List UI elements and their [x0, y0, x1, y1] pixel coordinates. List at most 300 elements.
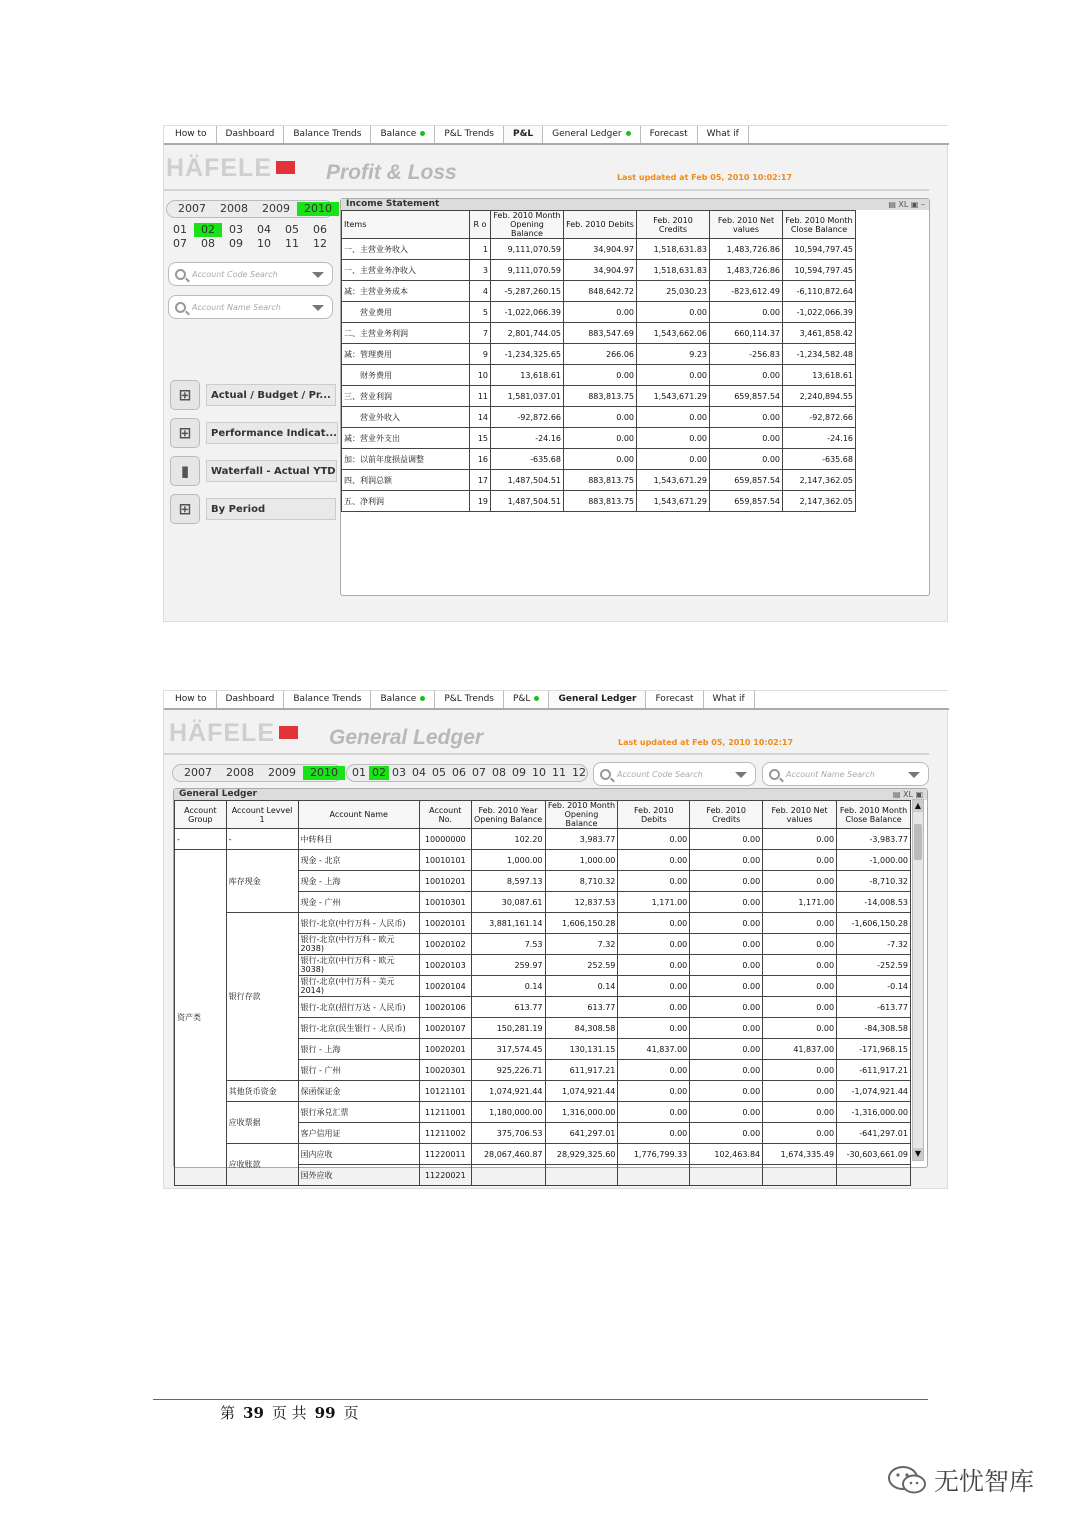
table-cell: -24.16 — [491, 428, 564, 449]
table-cell: 1,171.00 — [763, 892, 837, 913]
account-name-cell: 保函保证金 — [298, 1081, 419, 1102]
month-05[interactable]: 05 — [432, 766, 446, 779]
table-row — [342, 470, 856, 491]
tab-general-ledger[interactable]: General Ledger — [543, 126, 640, 143]
column-header[interactable]: Feb. 2010 Net values — [710, 211, 783, 239]
year-2009[interactable]: 2009 — [268, 766, 296, 779]
hafele-logo: HÄFELE — [166, 154, 295, 183]
table-cell: -635.68 — [491, 449, 564, 470]
account-level1-cell: 应收票据 — [226, 1102, 298, 1144]
table-cell: 3,461,858.42 — [783, 323, 856, 344]
table-cell: 613.77 — [545, 997, 618, 1018]
table-cell: 659,857.54 — [710, 470, 783, 491]
table-cell: 3,983.77 — [545, 829, 618, 850]
tab-general-ledger[interactable]: General Ledger — [549, 691, 646, 708]
table-cell: 0.00 — [690, 871, 763, 892]
table-cell: 1,316,000.00 — [545, 1102, 618, 1123]
table-cell: 2,801,744.05 — [491, 323, 564, 344]
column-header[interactable]: Feb. 2010 Year Opening Balance — [471, 801, 545, 829]
account-name-cell: 银行 - 广州 — [298, 1060, 419, 1081]
table-row — [175, 913, 911, 934]
account-code-search[interactable]: Account Code Search — [168, 262, 333, 286]
table-cell: 0.14 — [545, 976, 618, 997]
table-cell: 10020102 — [419, 934, 471, 955]
table-cell: 1,518,631.83 — [637, 239, 710, 260]
table-cell: 0.00 — [690, 829, 763, 850]
account-name-cell: 银行-北京(中行万科 - 欧元3038) — [298, 955, 419, 976]
table-cell: 5 — [470, 302, 491, 323]
tab-dashboard[interactable]: Dashboard — [217, 691, 285, 708]
table-cell: 一、主营业务收入 — [342, 239, 470, 260]
year-2008[interactable]: 2008 — [226, 766, 254, 779]
nav-button-label: Waterfall - Actual YTD — [206, 460, 337, 482]
table-cell: -92,872.66 — [783, 407, 856, 428]
table-cell: 加：以前年度损益调整 — [342, 449, 470, 470]
table-cell: 3 — [470, 260, 491, 281]
table-row — [342, 323, 856, 344]
table-cell: 8,597.13 — [471, 871, 545, 892]
month-04[interactable]: 04 — [412, 766, 426, 779]
tab-p-l[interactable]: P&L — [504, 126, 543, 143]
account-name-cell: 银行-北京(中行万科 - 欧元2038) — [298, 934, 419, 955]
month-08[interactable]: 08 — [492, 766, 506, 779]
table-cell: 102,463.84 — [690, 1144, 763, 1165]
table-cell: -641,297.01 — [837, 1123, 911, 1144]
account-name-search[interactable]: Account Name Search — [762, 762, 929, 786]
table-cell: 11211002 — [419, 1123, 471, 1144]
scroll-thumb[interactable] — [914, 824, 922, 860]
table-cell: 0.00 — [618, 1018, 690, 1039]
page-title: General Ledger — [329, 726, 484, 749]
table-cell: 营业外收入 — [342, 407, 470, 428]
table-cell: 0.00 — [690, 976, 763, 997]
table-cell: 130,131.15 — [545, 1039, 618, 1060]
table-cell: 34,904.97 — [564, 260, 637, 281]
status-dot-icon — [534, 696, 539, 701]
table-cell: 0.00 — [618, 976, 690, 997]
table-cell — [837, 1165, 911, 1186]
account-name-cell: 中转科目 — [298, 829, 419, 850]
table-cell: 14 — [470, 407, 491, 428]
table-cell: 0.00 — [710, 302, 783, 323]
table-cell: -1,234,325.65 — [491, 344, 564, 365]
china-flag-icon — [279, 726, 298, 739]
table-cell: 0.00 — [564, 428, 637, 449]
column-header[interactable]: Items — [342, 211, 470, 239]
table-cell: 1,581,037.01 — [491, 386, 564, 407]
table-cell: 11220011 — [419, 1144, 471, 1165]
table-cell: 0.00 — [618, 1102, 690, 1123]
table-row — [342, 344, 856, 365]
table-cell: 三、营业利润 — [342, 386, 470, 407]
table-cell: 0.00 — [763, 850, 837, 871]
column-header[interactable]: Account Group — [175, 801, 227, 829]
table-cell: 0.00 — [637, 449, 710, 470]
table-add-icon: ⊞ — [170, 380, 200, 410]
table-cell: 259.97 — [471, 955, 545, 976]
tab-balance[interactable]: Balance — [371, 691, 435, 708]
income-statement-panel — [340, 198, 930, 596]
table-cell: 一、主营业务净收入 — [342, 260, 470, 281]
column-header[interactable]: Feb. 2010 Month Close Balance — [837, 801, 911, 829]
table-cell: 0.00 — [618, 1060, 690, 1081]
table-cell: 252.59 — [545, 955, 618, 976]
month-05[interactable]: 05 — [285, 223, 299, 236]
table-cell: 0.00 — [564, 407, 637, 428]
table-row — [342, 386, 856, 407]
table-cell: 9.23 — [637, 344, 710, 365]
month-12[interactable]: 12 — [572, 766, 586, 779]
table-cell: 1,171.00 — [618, 892, 690, 913]
table-cell: 财务费用 — [342, 365, 470, 386]
column-header[interactable]: Feb. 2010 Debits — [618, 801, 690, 829]
table-cell: 0.00 — [564, 449, 637, 470]
table-cell: 1,483,726.86 — [710, 239, 783, 260]
tab-dashboard[interactable]: Dashboard — [217, 126, 285, 143]
chevron-down-icon[interactable] — [735, 772, 747, 778]
table-cell — [690, 1165, 763, 1186]
wechat-icon — [886, 1464, 930, 1496]
table-cell: 7.53 — [471, 934, 545, 955]
table-cell: 1,180,000.00 — [471, 1102, 545, 1123]
year-2009[interactable]: 2009 — [262, 202, 290, 215]
table-cell: 2,240,894.55 — [783, 386, 856, 407]
column-header[interactable]: Account No. — [419, 801, 471, 829]
month-06[interactable]: 06 — [313, 223, 327, 236]
panel-controls-icon[interactable]: ▤ XL ▣ — [892, 790, 923, 799]
account-level1-cell: 其他货币资金 — [226, 1081, 298, 1102]
table-cell: 0.00 — [618, 871, 690, 892]
column-header[interactable]: R o — [470, 211, 491, 239]
column-header[interactable]: Feb. 2010 Credits — [637, 211, 710, 239]
table-cell: 883,813.75 — [564, 491, 637, 512]
month-11[interactable]: 11 — [285, 237, 299, 250]
table-cell: -14,008.53 — [837, 892, 911, 913]
table-cell: 营业费用 — [342, 302, 470, 323]
table-cell: 1,000.00 — [471, 850, 545, 871]
table-cell: -7.32 — [837, 934, 911, 955]
column-header[interactable]: Account Levvel 1 — [226, 801, 298, 829]
table-row — [342, 407, 856, 428]
gl-screenshot — [163, 690, 948, 1189]
last-updated: Last updated at Feb 05, 2010 10:02:17 — [617, 173, 793, 182]
chevron-down-icon[interactable] — [908, 772, 920, 778]
table-cell: 0.00 — [690, 955, 763, 976]
tab-how-to[interactable]: How to — [166, 691, 217, 708]
table-cell: -84,308.58 — [837, 1018, 911, 1039]
account-name-search[interactable]: Account Name Search — [168, 295, 333, 319]
table-cell: 0.00 — [763, 934, 837, 955]
table-cell: 10121101 — [419, 1081, 471, 1102]
table-cell: 659,857.54 — [710, 386, 783, 407]
table-cell: 0.00 — [763, 976, 837, 997]
account-code-search[interactable]: Account Code Search — [593, 762, 756, 786]
tab-p-l-trends[interactable]: P&L Trends — [435, 691, 504, 708]
table-cell: 0.00 — [690, 1102, 763, 1123]
table-cell: 减：营业外支出 — [342, 428, 470, 449]
table-cell: -635.68 — [783, 449, 856, 470]
month-04[interactable]: 04 — [257, 223, 271, 236]
table-cell: -24.16 — [783, 428, 856, 449]
table-cell: -1,234,582.48 — [783, 344, 856, 365]
month-10[interactable]: 10 — [532, 766, 546, 779]
table-cell: 883,547.69 — [564, 323, 637, 344]
chevron-down-icon[interactable] — [312, 305, 324, 311]
nav-button-label: Performance Indicat... — [206, 422, 338, 444]
table-cell: 1,543,671.29 — [637, 491, 710, 512]
table-cell: 2,147,362.05 — [783, 470, 856, 491]
table-row — [175, 1144, 911, 1165]
table-cell: -0.14 — [837, 976, 911, 997]
table-row — [175, 1102, 911, 1123]
table-cell: 0.00 — [690, 850, 763, 871]
table-cell: -1,606,150.28 — [837, 913, 911, 934]
month-09[interactable]: 09 — [229, 237, 243, 250]
column-header[interactable]: Feb. 2010 Month Opening Balance — [545, 801, 618, 829]
year-selector[interactable] — [172, 764, 342, 782]
account-level1-cell: - — [226, 829, 298, 850]
status-dot-icon — [626, 131, 631, 136]
table-cell: 1,543,662.06 — [637, 323, 710, 344]
table-cell: 1,000.00 — [545, 850, 618, 871]
table-cell: 13,618.61 — [491, 365, 564, 386]
table-cell: 10020201 — [419, 1039, 471, 1060]
account-name-cell: 国外应收 — [298, 1165, 419, 1186]
table-add-icon: ⊞ — [170, 418, 200, 448]
table-cell: 150,281.19 — [471, 1018, 545, 1039]
year-selector[interactable] — [166, 200, 334, 218]
table-cell: 12,837.53 — [545, 892, 618, 913]
table-cell: 0.00 — [564, 302, 637, 323]
month-03[interactable]: 03 — [392, 766, 406, 779]
table-row — [175, 829, 911, 850]
panel-title: General Ledger ▤ XL ▣ — [174, 789, 927, 800]
table-cell: 0.00 — [690, 1018, 763, 1039]
table-cell: 7.32 — [545, 934, 618, 955]
account-name-cell: 银行-北京(招行万达 - 人民币) — [298, 997, 419, 1018]
table-cell: 102.20 — [471, 829, 545, 850]
tab-balance-trends[interactable]: Balance Trends — [284, 126, 371, 143]
account-name-cell: 客户信用证 — [298, 1123, 419, 1144]
month-11[interactable]: 11 — [552, 766, 566, 779]
table-cell: 84,308.58 — [545, 1018, 618, 1039]
table-cell: 0.00 — [690, 1039, 763, 1060]
table-cell: 10010201 — [419, 871, 471, 892]
table-cell: 五、净利润 — [342, 491, 470, 512]
month-06[interactable]: 06 — [452, 766, 466, 779]
table-cell: 0.00 — [763, 1102, 837, 1123]
nav-button-4[interactable] — [170, 495, 336, 523]
table-cell — [545, 1165, 618, 1186]
tab-p-l[interactable]: P&L — [504, 691, 549, 708]
table-cell: 0.00 — [618, 829, 690, 850]
account-group-cell: - — [175, 829, 227, 850]
month-10[interactable]: 10 — [257, 237, 271, 250]
column-header[interactable]: Feb. 2010 Debits — [564, 211, 637, 239]
table-cell: 0.00 — [637, 302, 710, 323]
table-cell — [471, 1165, 545, 1186]
nav-button-3[interactable] — [170, 457, 336, 485]
table-cell: -1,022,066.39 — [491, 302, 564, 323]
table-cell: 28,067,460.87 — [471, 1144, 545, 1165]
year-2007[interactable]: 2007 — [178, 202, 206, 215]
table-cell — [618, 1165, 690, 1186]
page-title: Profit & Loss — [326, 161, 457, 184]
month-09[interactable]: 09 — [512, 766, 526, 779]
scroll-down-icon[interactable]: ▼ — [914, 1149, 922, 1158]
month-selector[interactable] — [346, 764, 588, 782]
year-2010[interactable]: 2010 — [303, 766, 345, 780]
column-header[interactable]: Feb. 2010 Month Close Balance — [783, 211, 856, 239]
watermark: 无忧智库 — [886, 1462, 1034, 1498]
search-icon — [175, 302, 186, 313]
divider — [164, 753, 929, 755]
tab-what-if[interactable]: What if — [704, 691, 755, 708]
account-name-cell: 现金 - 上海 — [298, 871, 419, 892]
column-header[interactable]: Feb. 2010 Net values — [763, 801, 837, 829]
table-cell: 10,594,797.45 — [783, 239, 856, 260]
table-cell: 0.00 — [763, 1081, 837, 1102]
table-row — [342, 281, 856, 302]
table-cell: -256.83 — [710, 344, 783, 365]
table-cell: 0.00 — [690, 913, 763, 934]
tab-what-if[interactable]: What if — [698, 126, 749, 143]
table-cell: 0.00 — [763, 1018, 837, 1039]
table-cell: 10020107 — [419, 1018, 471, 1039]
table-cell — [763, 1165, 837, 1186]
account-name-cell: 银行承兑汇票 — [298, 1102, 419, 1123]
vertical-scrollbar[interactable] — [912, 799, 924, 1161]
table-cell: 0.00 — [618, 934, 690, 955]
table-cell: 0.00 — [690, 1123, 763, 1144]
table-row — [175, 850, 911, 871]
table-cell: 0.00 — [564, 365, 637, 386]
month-02[interactable]: 02 — [194, 223, 222, 237]
table-cell: 0.00 — [618, 997, 690, 1018]
month-selector[interactable] — [166, 223, 334, 251]
table-cell: 659,857.54 — [710, 491, 783, 512]
table-cell: 0.00 — [690, 892, 763, 913]
tab-forecast[interactable]: Forecast — [646, 691, 703, 708]
table-cell: 1 — [470, 239, 491, 260]
month-03[interactable]: 03 — [229, 223, 243, 236]
scroll-up-icon[interactable]: ▲ — [914, 801, 922, 810]
hafele-logo: HÄFELE — [169, 719, 298, 748]
table-cell: 925,226.71 — [471, 1060, 545, 1081]
table-cell: -5,287,260.15 — [491, 281, 564, 302]
table-cell: -611,917.21 — [837, 1060, 911, 1081]
table-cell: 1,074,921.44 — [471, 1081, 545, 1102]
table-cell: 1,776,799.33 — [618, 1144, 690, 1165]
month-12[interactable]: 12 — [313, 237, 327, 250]
table-cell: 1,074,921.44 — [545, 1081, 618, 1102]
table-cell: 25,030.23 — [637, 281, 710, 302]
tab-balance-trends[interactable]: Balance Trends — [284, 691, 371, 708]
table-cell: 减：管理费用 — [342, 344, 470, 365]
tab-balance[interactable]: Balance — [371, 126, 435, 143]
table-cell: -30,603,661.09 — [837, 1144, 911, 1165]
account-group-cell: 资产类 — [175, 850, 227, 1186]
table-cell: -92,872.66 — [491, 407, 564, 428]
table-cell: 0.14 — [471, 976, 545, 997]
panel-title: Income Statement ▤ XL ▣ – — [341, 199, 929, 210]
table-row — [342, 302, 856, 323]
month-01[interactable]: 01 — [173, 223, 187, 236]
nav-button-2[interactable] — [170, 419, 336, 447]
tab-bar — [164, 691, 949, 710]
table-cell: 0.00 — [618, 1081, 690, 1102]
tab-forecast[interactable]: Forecast — [641, 126, 698, 143]
table-cell: 266.06 — [564, 344, 637, 365]
month-08[interactable]: 08 — [201, 237, 215, 250]
year-2007[interactable]: 2007 — [184, 766, 212, 779]
nav-button-1[interactable] — [170, 381, 336, 409]
status-dot-icon — [420, 131, 425, 136]
month-07[interactable]: 07 — [173, 237, 187, 250]
table-cell: 9,111,070.59 — [491, 260, 564, 281]
column-header[interactable]: Account Name — [298, 801, 419, 829]
table-cell: 3,881,161.14 — [471, 913, 545, 934]
table-cell: 10020104 — [419, 976, 471, 997]
column-header[interactable]: Feb. 2010 Credits — [690, 801, 763, 829]
table-cell: 11 — [470, 386, 491, 407]
table-cell: 10020101 — [419, 913, 471, 934]
nav-button-label: By Period — [206, 498, 336, 520]
table-cell: 10000000 — [419, 829, 471, 850]
table-cell: 0.00 — [763, 1123, 837, 1144]
month-02[interactable]: 02 — [369, 766, 389, 780]
general-ledger-panel — [173, 788, 928, 1180]
table-cell: 0.00 — [690, 1060, 763, 1081]
table-cell: -1,000.00 — [837, 850, 911, 871]
table-cell: -613.77 — [837, 997, 911, 1018]
table-cell: 11211001 — [419, 1102, 471, 1123]
account-name-cell: 国内应收 — [298, 1144, 419, 1165]
table-cell: 0.00 — [763, 955, 837, 976]
account-name-cell: 银行-北京(中行万科 - 美元2014) — [298, 976, 419, 997]
table-cell: -8,710.32 — [837, 871, 911, 892]
panel-controls-icon[interactable]: ▤ XL ▣ – — [888, 200, 925, 209]
table-cell: -252.59 — [837, 955, 911, 976]
table-cell: 30,087.61 — [471, 892, 545, 913]
month-07[interactable]: 07 — [472, 766, 486, 779]
search-icon — [769, 769, 780, 780]
table-cell: 0.00 — [710, 407, 783, 428]
month-01[interactable]: 01 — [352, 766, 366, 779]
column-header[interactable]: Feb. 2010 Month Opening Balance — [491, 211, 564, 239]
tab-how-to[interactable]: How to — [166, 126, 217, 143]
table-cell: 1,518,631.83 — [637, 260, 710, 281]
table-cell: -1,316,000.00 — [837, 1102, 911, 1123]
table-row — [342, 491, 856, 512]
table-row — [342, 260, 856, 281]
table-cell: 10020106 — [419, 997, 471, 1018]
table-cell: 8,710.32 — [545, 871, 618, 892]
table-cell: 0.00 — [618, 1123, 690, 1144]
table-cell: 0.00 — [763, 1060, 837, 1081]
tab-p-l-trends[interactable]: P&L Trends — [435, 126, 504, 143]
year-2008[interactable]: 2008 — [220, 202, 248, 215]
year-2010[interactable]: 2010 — [297, 202, 339, 216]
table-cell: 41,837.00 — [763, 1039, 837, 1060]
table-row — [342, 239, 856, 260]
table-cell: 0.00 — [637, 428, 710, 449]
table-cell: 1,606,150.28 — [545, 913, 618, 934]
chevron-down-icon[interactable] — [312, 272, 324, 278]
table-cell: 660,114.37 — [710, 323, 783, 344]
account-level1-cell: 库存现金 — [226, 850, 298, 913]
table-cell: 15 — [470, 428, 491, 449]
